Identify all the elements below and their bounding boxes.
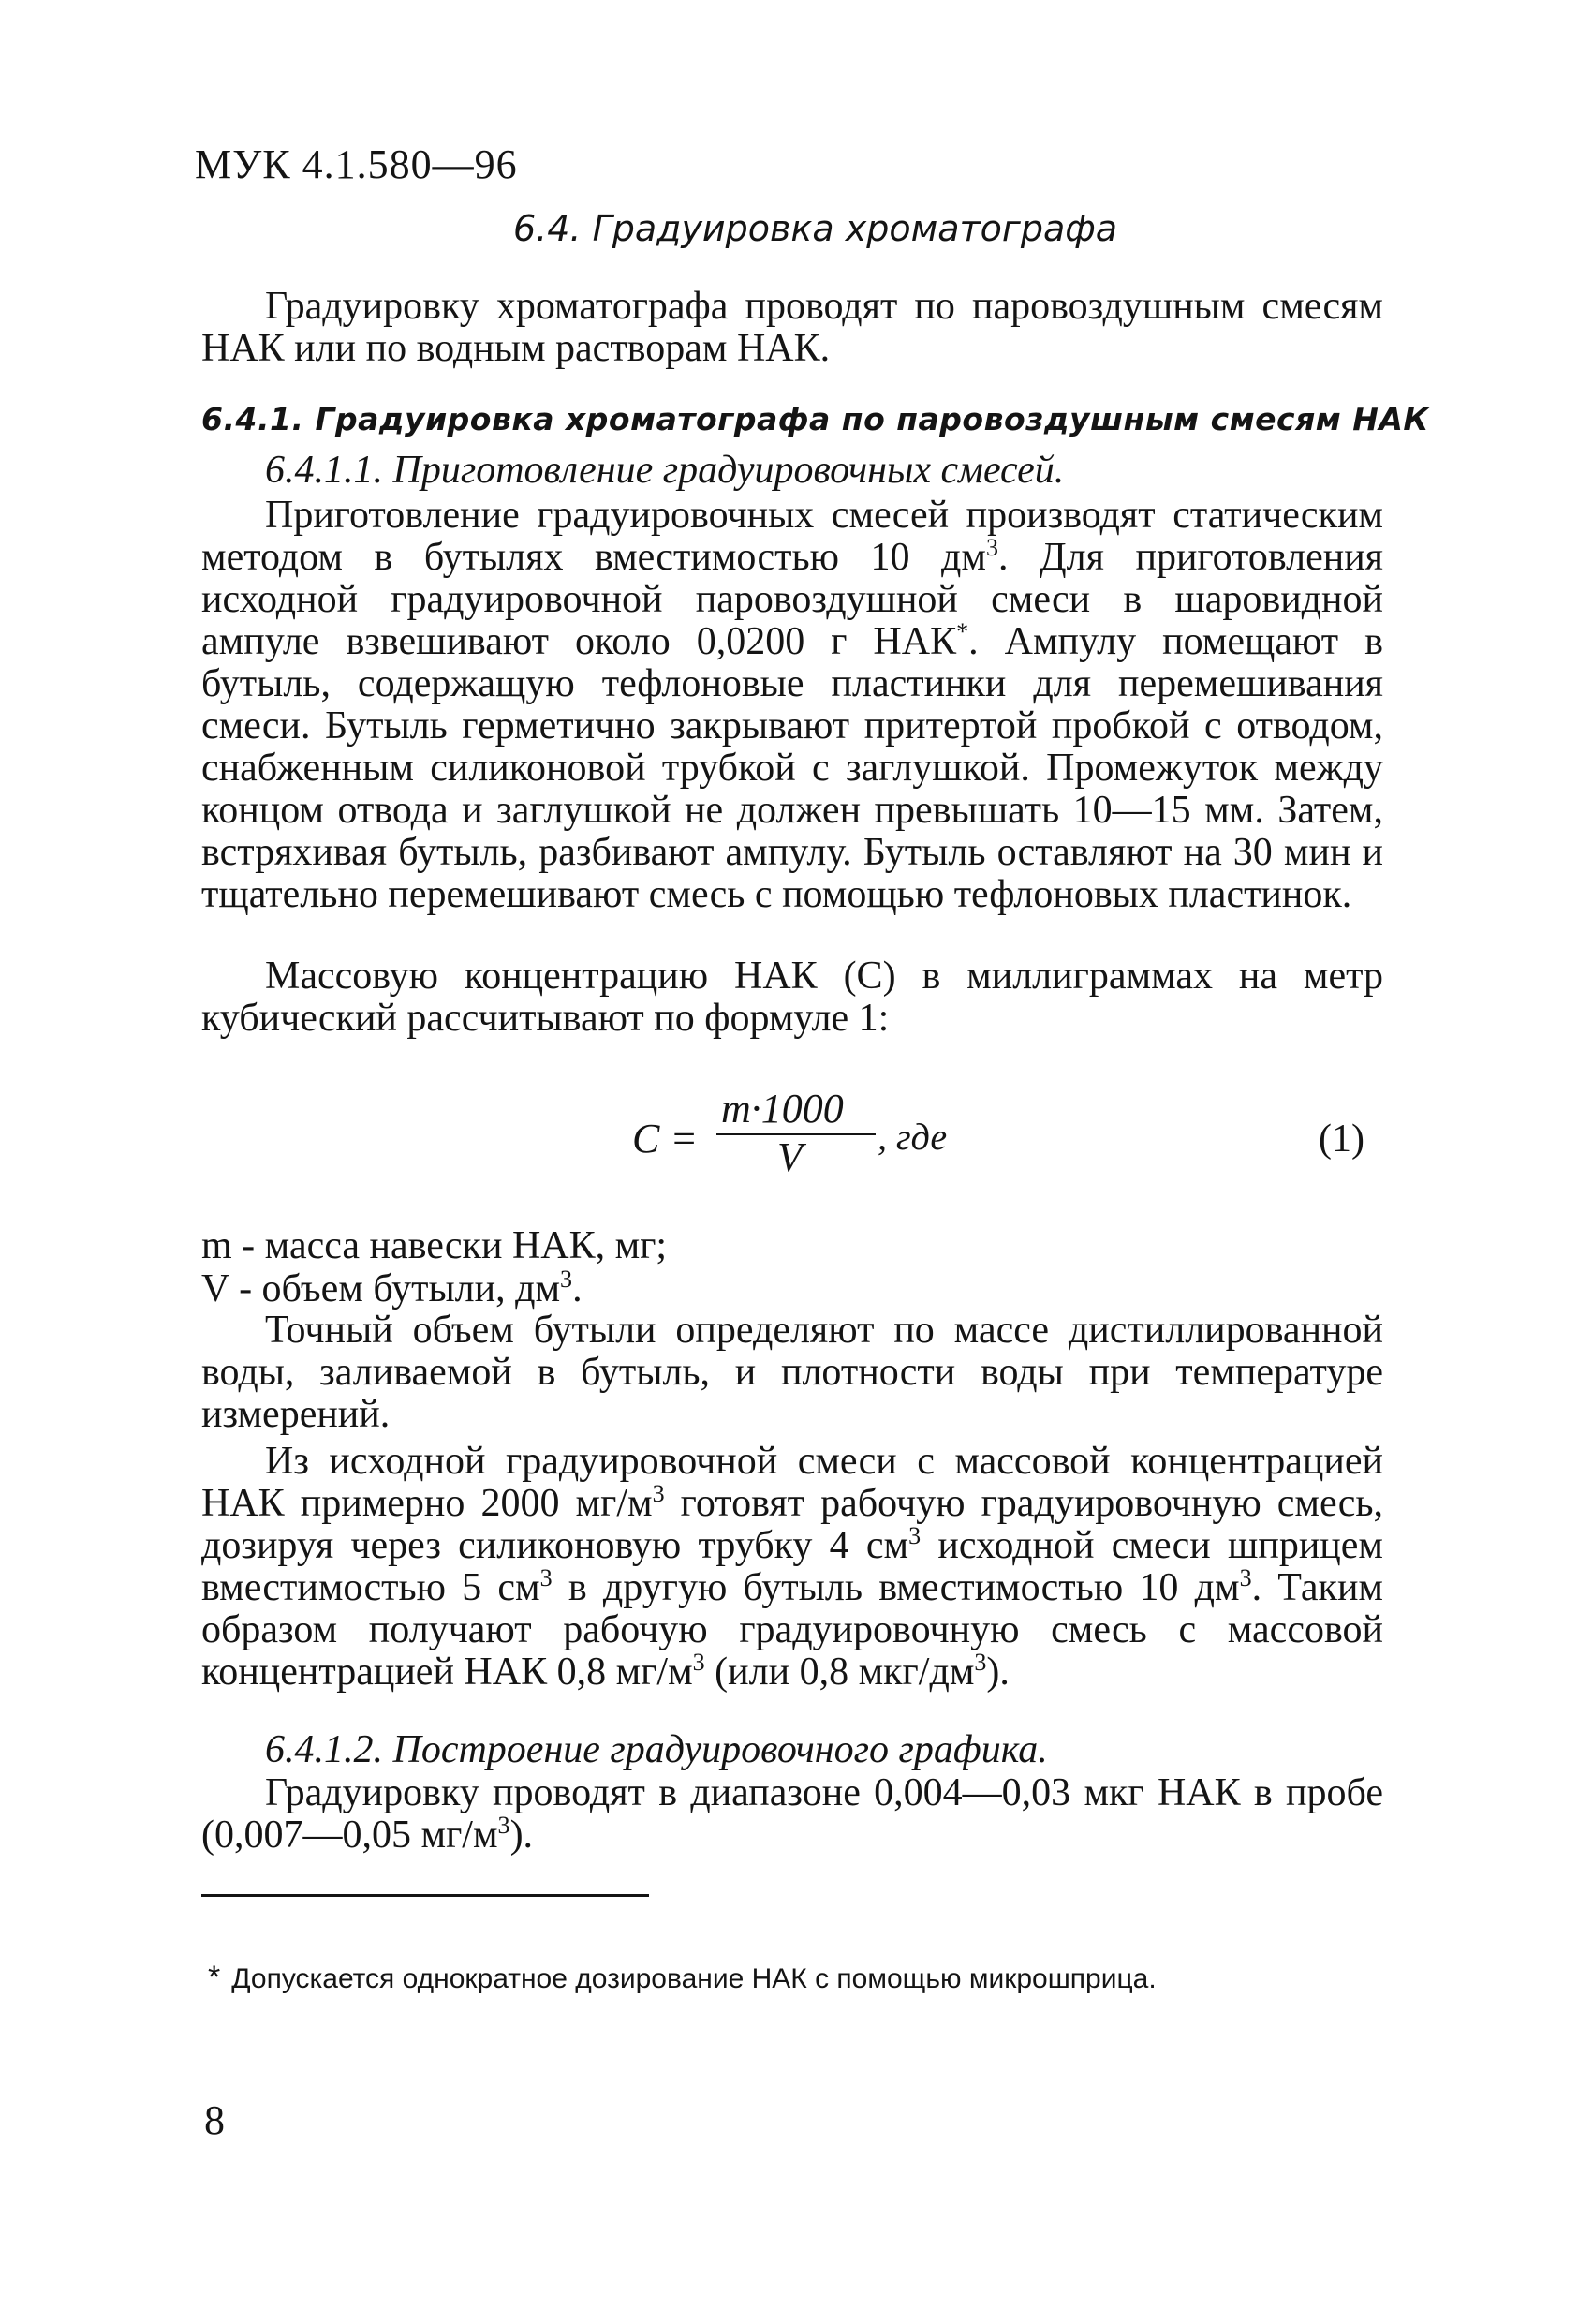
prep-heading: 6.4.1.1. Приготовление градуировочных смесей. (265, 449, 1065, 492)
variable-V (201, 1266, 583, 1311)
work-text-7: ). (986, 1650, 1010, 1694)
document-code: МУК 4.1.580—96 (195, 141, 518, 187)
mass-paragraph: Массовую концентрацию НАК (С) в миллиграммах на метр кубический рассчитывают по формуле 1: (201, 955, 1383, 1040)
superscript-3: 3 (560, 1266, 573, 1293)
superscript-3: 3 (539, 1564, 553, 1591)
variable-m: m - масса навески НАК, мг; (201, 1224, 668, 1267)
footnote-divider (201, 1894, 649, 1897)
range-paragraph (201, 1772, 1383, 1857)
work-text-4: в другую бутыль вместимостью 10 дм (552, 1566, 1240, 1609)
working-mixture-paragraph (201, 1441, 1383, 1694)
formula-number: (1) (1319, 1118, 1364, 1161)
footnote (208, 1960, 1157, 1996)
page-number: 8 (204, 2097, 225, 2143)
volume-paragraph: Точный объем бутыли определяют по массе дистиллированной воды, заливаемой в бутыль, и плотности воды при температуре измерений. (201, 1309, 1383, 1436)
formula-denominator: V (777, 1134, 803, 1180)
footnote-mark: * (208, 1960, 221, 1995)
concentration-formula (632, 1085, 1100, 1188)
work-text-1: Из исходной градуировочной смеси с массовой концентрацией НАК примерно 2000 мг/м (201, 1440, 1383, 1525)
variable-V-text: V - объем бутыли, дм (201, 1267, 561, 1310)
superscript-3: 3 (1239, 1564, 1252, 1591)
prep-paragraph (201, 495, 1383, 916)
graph-heading: 6.4.1.2. Построение градуировочного графика. (265, 1728, 1048, 1771)
superscript-3: 3 (974, 1649, 987, 1676)
variable-V-end: . (572, 1267, 583, 1310)
work-text-2: готовят рабочую градуировочную смесь, дозируя через силиконовую трубку 4 см (201, 1482, 1383, 1567)
prep-text-3: . Ампулу помещают в бутыль, содержащую тефлоновые пластинки для перемешивания смеси. Бутыль герметично закрывают притертой пробкой с отводом, снабженным силиконовой трубкой с заглушкой. Промежуток между концом отвода и заглушкой не должен превышать 10—15 мм. Затем, встряхивая бутыль, разбивают ампулу. Бутыль оставляют на 30 мин и тщательно перемешивают смесь с помощью тефлоновых пластинок. (201, 620, 1383, 916)
intro-paragraph: Градуировку хроматографа проводят по паровоздушным смесям НАК или по водным растворам НАК. (201, 285, 1383, 370)
section-title: 6.4. Градуировка хроматографа (513, 208, 1118, 249)
work-text-6: (или 0,8 мкг/дм (704, 1650, 975, 1694)
range-text-2: ). (509, 1813, 534, 1857)
formula-tail: , где (878, 1116, 948, 1158)
superscript-3: 3 (497, 1812, 510, 1839)
work-text-5: . Таким образом получают рабочую градуировочную смесь с массовой концентрацией НАК 0,8 мг/м (201, 1566, 1383, 1694)
superscript-3: 3 (908, 1522, 922, 1549)
subsection-title: 6.4.1. Градуировка хроматографа по паровоздушным смесям НАК (201, 401, 1429, 437)
superscript-3: 3 (652, 1480, 665, 1507)
superscript-3: 3 (692, 1649, 705, 1676)
formula-numerator: m·1000 (721, 1086, 844, 1132)
footnote-reference: * (956, 618, 969, 645)
superscript-3: 3 (985, 534, 998, 561)
range-text-1: Градуировку проводят в диапазоне 0,004—0,03 мкг НАК в пробе (0,007—0,05 мг/м (201, 1771, 1383, 1857)
formula-lhs: C = (632, 1116, 699, 1162)
prep-text-2: . Для приготовления исходной градуировочной паровоздушной смеси в шаровидной ампуле взвешивают около 0,0200 г НАК (201, 536, 1384, 663)
prep-text-1: Приготовление градуировочных смесей производят статическим методом в бутылях вместимостью 10 дм (201, 494, 1383, 579)
work-text-3: исходной смеси шприцем вместимостью 5 см (201, 1524, 1383, 1609)
footnote-text: Допускается однократное дозирование НАК с помощью микрошприца. (231, 1963, 1157, 1994)
